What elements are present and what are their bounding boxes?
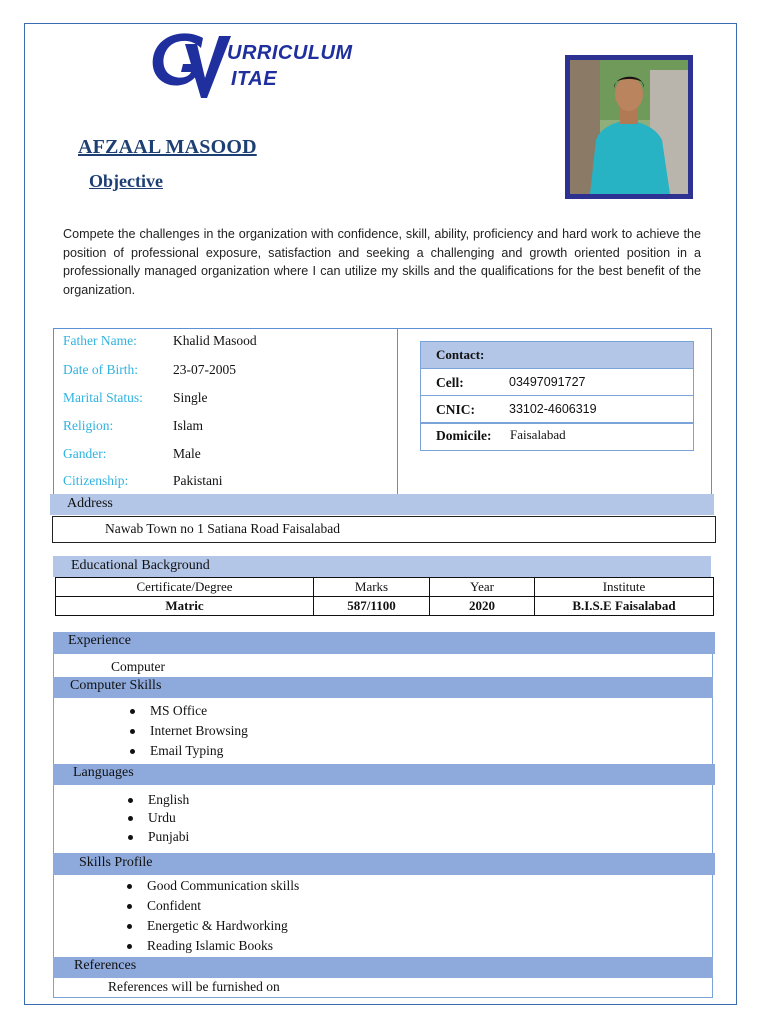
list-item	[148, 792, 189, 808]
list-item	[150, 703, 207, 719]
candidate-name: AFZAAL MASOOD	[78, 136, 257, 158]
list-item	[147, 938, 273, 954]
col-year: Year	[430, 578, 535, 597]
cnic-value: 33102-4606319	[509, 402, 597, 416]
logo-line-2: ITAE	[231, 68, 278, 90]
skill-2: Confident	[147, 898, 201, 913]
cv-monogram-icon	[145, 30, 235, 102]
dob-value: 23-07-2005	[173, 362, 236, 377]
references-header	[53, 957, 713, 978]
marital-status-value: Single	[173, 390, 208, 405]
col-marks: Marks	[314, 578, 430, 597]
domicile-label: Domicile:	[436, 428, 492, 443]
table-row	[56, 597, 714, 616]
citizenship-label: Citizenship:	[63, 473, 129, 488]
contact-row-cnic	[420, 395, 694, 423]
list-item	[147, 898, 201, 914]
skills-profile-header	[53, 853, 715, 875]
cv-logo	[145, 30, 377, 102]
languages-header	[53, 764, 715, 785]
citizenship-value: Pakistani	[173, 473, 223, 488]
experience-heading: Experience	[68, 633, 131, 648]
col-certificate: Certificate/Degree	[56, 578, 314, 597]
skill-3: Energetic & Hardworking	[147, 918, 288, 933]
education-header	[53, 556, 711, 577]
gender-label: Gander:	[63, 446, 107, 461]
col-institute: Institute	[535, 578, 714, 597]
profile-photo	[565, 55, 693, 199]
marital-status-label: Marital Status:	[63, 390, 143, 405]
list-item	[148, 810, 176, 826]
experience-text: Computer	[111, 659, 165, 674]
cell-label: Cell:	[436, 375, 464, 390]
experience-header	[53, 632, 715, 654]
education-heading: Educational Background	[71, 558, 210, 573]
cell-institute: B.I.S.E Faisalabad	[535, 597, 714, 616]
cell-year: 2020	[430, 597, 535, 616]
cell-value: 03497091727	[509, 375, 586, 389]
gender-value: Male	[173, 446, 201, 461]
education-table	[55, 577, 714, 616]
objective-heading: Objective	[89, 171, 163, 191]
contact-row-domicile	[420, 422, 694, 451]
dob-label: Date of Birth:	[63, 362, 138, 377]
address-header	[50, 494, 714, 515]
objective-text: Compete the challenges in the organization with confidence, skill, ability, proficiency and hard work to achieve the position of professional exposure, satisfaction and seeking a challenging and growth oriented position in a professionally managed organization where I can utilize my skills and the qualifications for the best benefit of the organization.	[63, 227, 701, 297]
language-1: English	[148, 792, 190, 807]
skill-1: Good Communication skills	[147, 878, 300, 893]
personal-info-divider	[397, 328, 398, 496]
skill-4: Reading Islamic Books	[147, 938, 273, 953]
address-heading: Address	[67, 496, 113, 511]
cell-marks: 587/1100	[314, 597, 430, 616]
languages-heading: Languages	[73, 765, 134, 780]
father-name-label: Father Name:	[63, 333, 137, 348]
logo-line-1: URRICULUM	[227, 42, 353, 64]
list-item	[147, 878, 299, 894]
contact-heading-text: Contact:	[436, 347, 485, 362]
computer-skill-3: Email Typing	[150, 743, 224, 758]
computer-skills-header	[53, 677, 713, 698]
list-item	[150, 743, 223, 759]
computer-skill-1: MS Office	[150, 703, 208, 718]
contact-row-cell	[420, 368, 694, 396]
language-3: Punjabi	[148, 829, 190, 844]
address-box	[52, 516, 716, 543]
skills-profile-heading: Skills Profile	[79, 855, 153, 870]
list-item	[147, 918, 288, 934]
list-item	[148, 829, 189, 845]
computer-skill-2: Internet Browsing	[150, 723, 248, 738]
father-name-value: Khalid Masood	[173, 333, 257, 348]
table-header-row	[56, 578, 714, 597]
address-text: Nawab Town no 1 Satiana Road Faisalabad	[105, 521, 341, 536]
references-bottom-line	[54, 997, 712, 998]
domicile-value: Faisalabad	[510, 427, 566, 442]
list-item	[150, 723, 248, 739]
references-text: References will be furnished on	[108, 979, 280, 994]
computer-skills-heading: Computer Skills	[70, 678, 162, 693]
language-2: Urdu	[148, 810, 176, 825]
references-heading: References	[74, 958, 137, 973]
cnic-label: CNIC:	[436, 402, 475, 417]
cell-certificate: Matric	[56, 597, 314, 616]
religion-label: Religion:	[63, 418, 114, 433]
contact-heading	[421, 342, 693, 368]
religion-value: Islam	[173, 418, 203, 433]
